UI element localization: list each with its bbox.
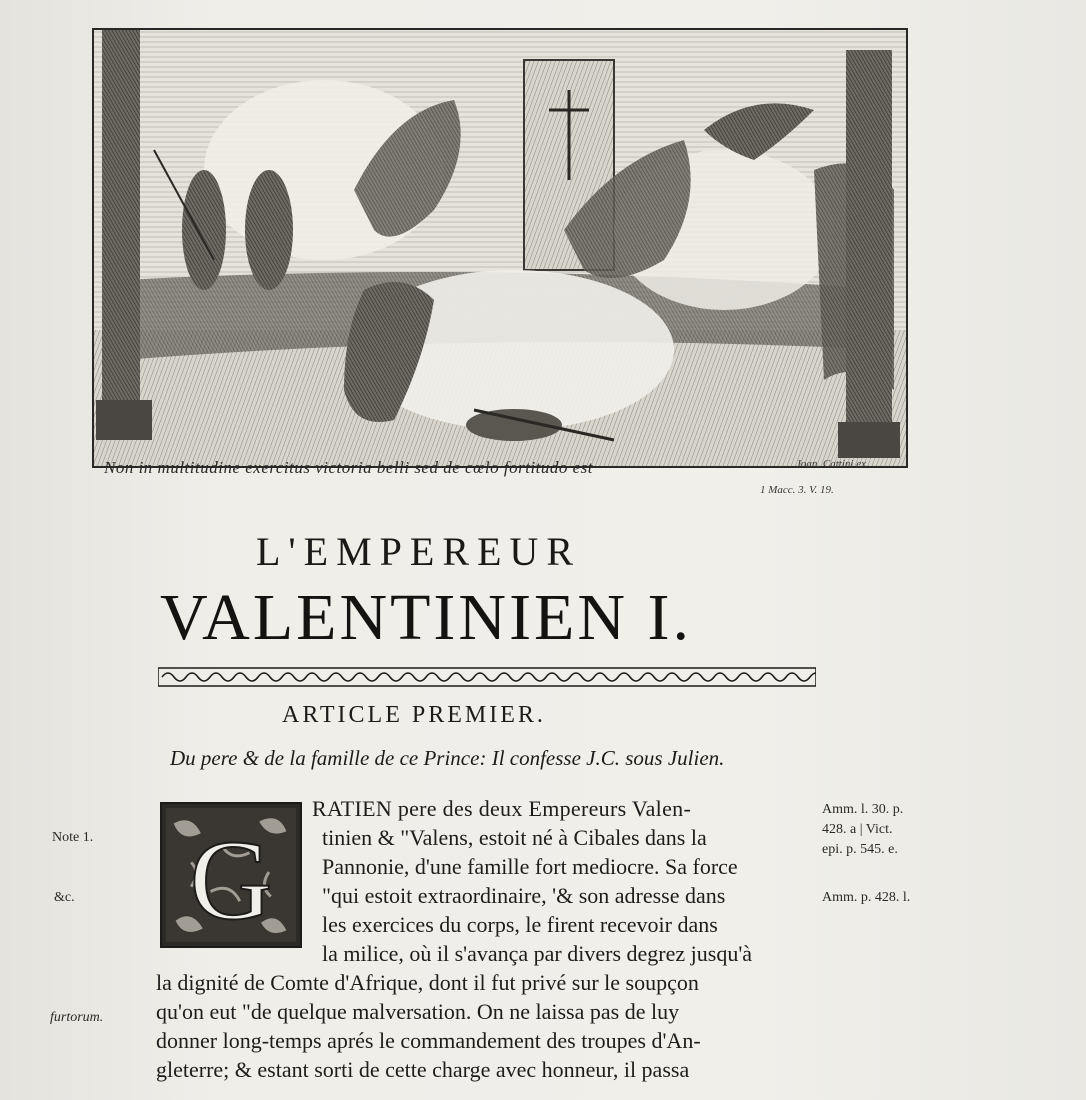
body-line-4: "qui estoit extraordinaire, '& son adresse dans	[322, 883, 726, 908]
body-line-7: la dignité de Comte d'Afrique, dont il fut privé sur le soupçon	[156, 970, 699, 995]
scripture-reference: 1 Macc. 3. V. 19.	[760, 484, 834, 496]
article-subtitle: Du pere & de la famille de ce Prince: Il confesse J.C. sous Julien.	[170, 746, 725, 770]
margin-note-left-2: &c.	[54, 890, 75, 905]
body-line-6: la milice, où il s'avança par divers degrez jusqu'à	[322, 941, 753, 966]
engraving-caption: Non in multitudine exercitus victoria belli sed de cœlo fortitudo est	[104, 458, 594, 477]
body-line-10: gleterre; & estant sorti de cette charge avec honneur, il passa	[156, 1057, 690, 1082]
margin-note-right-2: 428. a | Vict.	[822, 822, 893, 837]
engraving-scene	[94, 30, 906, 466]
body-line-1: RATIEN pere des deux Empereurs Valen-	[312, 796, 692, 821]
title-line-1: L'EMPEREUR	[256, 529, 581, 574]
article-heading: ARTICLE PREMIER.	[282, 702, 546, 728]
margin-note-left-3: furtorum.	[50, 1010, 104, 1025]
body-line-9: donner long-temps aprés le commandement des troupes d'An-	[156, 1028, 701, 1053]
body-line-2: tinien & "Valens, estoit né à Cibales dans la	[322, 825, 707, 850]
margin-note-right-3: epi. p. 545. e.	[822, 842, 898, 857]
engraver-credit: Joan. Cattini ex.	[796, 458, 869, 470]
margin-note-right-1: Amm. l. 30. p.	[822, 802, 904, 817]
title-line-2: VALENTINIEN I.	[160, 581, 693, 654]
margin-note-left-1: Note 1.	[52, 830, 94, 845]
body-line-8: qu'on eut "de quelque malversation. On ne laissa pas de luy	[156, 999, 680, 1024]
ornamental-divider	[158, 666, 816, 688]
body-line-3: Pannonie, d'une famille fort mediocre. Sa force	[322, 854, 738, 879]
body-line-5: les exercices du corps, le firent recevoir dans	[322, 912, 718, 937]
decorated-initial-letter	[162, 804, 300, 946]
margin-note-right-4: Amm. p. 428. l.	[822, 890, 911, 905]
decorated-initial	[160, 802, 302, 948]
engraving-illustration	[92, 28, 908, 468]
svg-text:G: G	[189, 816, 273, 944]
